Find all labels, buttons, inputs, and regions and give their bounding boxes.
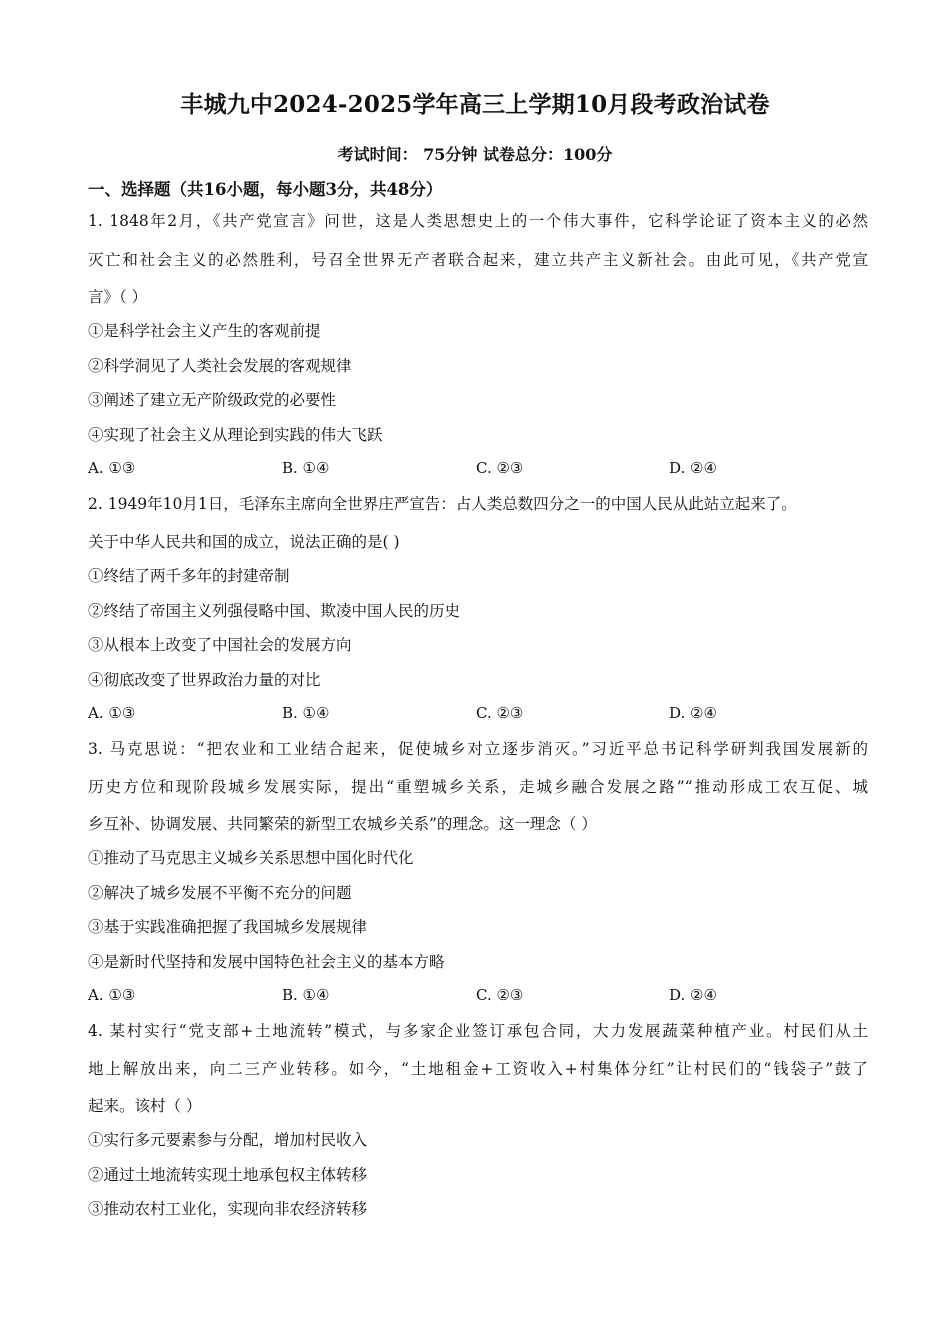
q2-stem-line: 关于中华人民共和国的成立，说法正确的是( ) bbox=[88, 533, 400, 551]
q2-stem-line: 2. 1949年10月1日，毛泽东主席向全世界庄严宣告：占人类总数四分之一的中国人民从此站立起来了。 bbox=[88, 495, 797, 513]
q1-statement: ③阐述了建立无产阶级政党的必要性 bbox=[88, 391, 337, 409]
q2-choice-d[interactable]: D. ②④ bbox=[669, 704, 717, 722]
q3-stem-line: 乡互补、协调发展、共同繁荣的新型工农城乡关系”的理念。这一理念（ ） bbox=[88, 815, 597, 833]
q4-statement: ①实行多元要素参与分配，增加村民收入 bbox=[88, 1131, 368, 1149]
q4-stem-line: 4. 某村实行“党支部+土地流转”模式，与多家企业签订承包合同，大力发展蔬菜种植产业。村民们从土 bbox=[88, 1022, 868, 1040]
q3-choice-c[interactable]: C. ②③ bbox=[476, 986, 524, 1004]
q3-choice-b[interactable]: B. ①④ bbox=[282, 986, 330, 1004]
q1-stem-line: 言》（ ） bbox=[88, 288, 148, 306]
q2-choice-c[interactable]: C. ②③ bbox=[476, 704, 524, 722]
q2-statement: ①终结了两千多年的封建帝制 bbox=[88, 567, 290, 585]
q3-statement: ②解决了城乡发展不平衡不充分的问题 bbox=[88, 884, 352, 902]
q1-choice-b[interactable]: B. ①④ bbox=[282, 459, 330, 477]
q1-statement: ④实现了社会主义从理论到实践的伟大飞跃 bbox=[88, 426, 383, 444]
exam-info: 考试时间： 75分钟 试卷总分：100分 bbox=[337, 145, 613, 164]
q1-choice-a[interactable]: A. ①③ bbox=[88, 459, 136, 477]
exam-title: 丰城九中2024-2025学年高三上学期10月段考政治试卷 bbox=[180, 91, 770, 118]
q1-choice-d[interactable]: D. ②④ bbox=[669, 459, 717, 477]
q4-stem-line: 地上解放出来，向二三产业转移。如今，“土地租金+工资收入+村集体分红”让村民们的“钱袋子”鼓了 bbox=[88, 1060, 868, 1078]
q4-stem-line: 起来。该村（ ） bbox=[88, 1097, 202, 1115]
q2-choice-a[interactable]: A. ①③ bbox=[88, 704, 136, 722]
section-heading: 一、选择题（共16小题，每小题3分，共48分） bbox=[88, 180, 443, 199]
q2-statement: ④彻底改变了世界政治力量的对比 bbox=[88, 671, 321, 689]
q3-statement: ①推动了马克思主义城乡关系思想中国化时代化 bbox=[88, 849, 414, 867]
q4-statement: ③推动农村工业化，实现向非农经济转移 bbox=[88, 1200, 368, 1218]
q4-statement: ②通过土地流转实现土地承包权主体转移 bbox=[88, 1166, 368, 1184]
q3-choice-d[interactable]: D. ②④ bbox=[669, 986, 717, 1004]
q3-stem-line: 3. 马克思说：“把农业和工业结合起来，促使城乡对立逐步消灭。”习近平总书记科学研判我国发展新的 bbox=[88, 740, 868, 758]
q3-statement: ④是新时代坚持和发展中国特色社会主义的基本方略 bbox=[88, 953, 445, 971]
q3-statement: ③基于实践准确把握了我国城乡发展规律 bbox=[88, 918, 368, 936]
q2-choice-b[interactable]: B. ①④ bbox=[282, 704, 330, 722]
q2-statement: ③从根本上改变了中国社会的发展方向 bbox=[88, 636, 352, 654]
q1-stem-line: 1. 1848年2月，《共产党宣言》问世，这是人类思想史上的一个伟大事件，它科学论证了资本主义的必然 bbox=[88, 212, 868, 230]
q2-statement: ②终结了帝国主义列强侵略中国、欺凌中国人民的历史 bbox=[88, 602, 461, 620]
q1-choice-c[interactable]: C. ②③ bbox=[476, 459, 524, 477]
q1-stem-line: 灭亡和社会主义的必然胜利，号召全世界无产者联合起来，建立共产主义新社会。由此可见，《共产党宣 bbox=[88, 251, 868, 269]
q3-stem-line: 历史方位和现阶段城乡发展实际，提出“重塑城乡关系，走城乡融合发展之路”“推动形成工农互促、城 bbox=[88, 778, 868, 796]
q1-statement: ②科学洞见了人类社会发展的客观规律 bbox=[88, 357, 352, 375]
q1-statement: ①是科学社会主义产生的客观前提 bbox=[88, 322, 321, 340]
q3-choice-a[interactable]: A. ①③ bbox=[88, 986, 136, 1004]
